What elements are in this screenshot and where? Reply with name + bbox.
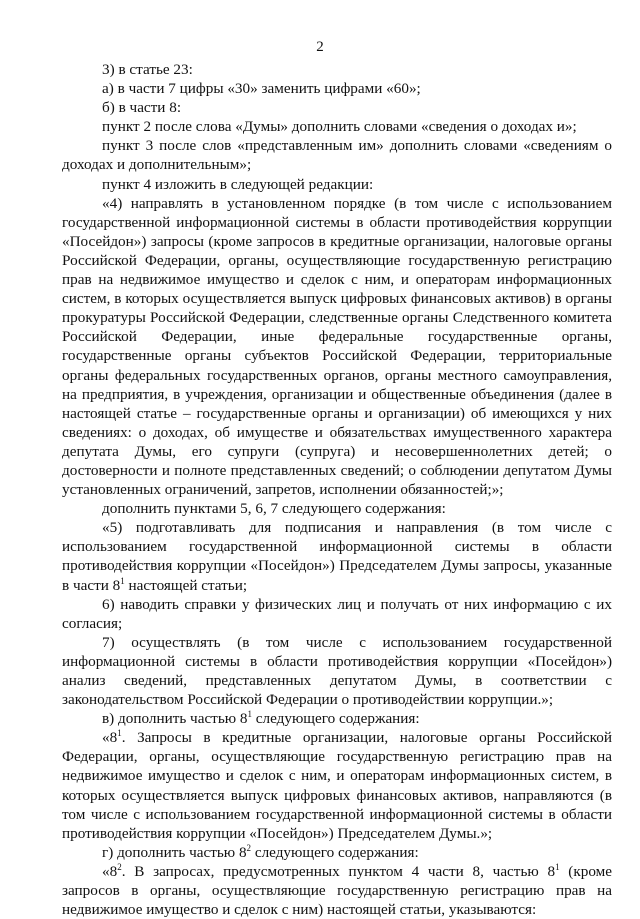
paragraph: 7) осуществлять (в том числе с использованием государственной информационной системы в области противодействия коррупции «Посейдон») анализ сведений, представленных депутатом Думы, в соответствии с законодательством Российской Федерации о противодействии коррупции.»; (62, 633, 612, 709)
superscript: 1 (247, 709, 252, 720)
page-number: 2 (316, 39, 324, 55)
text-segment: «8 (102, 862, 118, 880)
superscript: 2 (117, 861, 122, 872)
text-segment: «5) подготавливать для подписания и направления (в том числе с использованием государственной информационной системы в области противодействия коррупции «Посейдон») Председателем Думы запросы, указанные в части 8 (62, 519, 612, 594)
paragraph: а) в части 7 цифры «30» заменить цифрами «60»; (102, 80, 421, 98)
paragraph (62, 709, 612, 728)
superscript: 2 (246, 842, 252, 853)
text-segment: . В запросах, предусмотренных пунктом 4 части 8, частью 8 (121, 862, 556, 880)
superscript: 1 (120, 575, 125, 586)
paragraph: 3) в статье 23: (102, 61, 193, 78)
paragraph: пункт 4 изложить в следующей редакции: (102, 175, 374, 193)
paragraph: «4) направлять в установленном порядке (в том числе с использованием государственной информационной системы в области противодействия коррупции «Посейдон») запросы (кроме запросов в кредитные организации, налоговые органы Российской Федерации, органы, осуществляющие государственную регистрацию прав на недвижимое имущество и сделок с ним, и операторам информационных систем, в которых осуществляется выпуск цифровых финансовых активов) в органы прокуратуры Российской Федерации, следственные органы Следственного комитета Российской Федерации, иные федеральные государственные органы, государственные органы субъектов Российской Федерации, территориальные органы федеральных государственных органов, органы местного самоуправления, на предприятия, в учреждения, организации и общественные объединения (далее в настоящей статье – государственные органы и организации) об имеющихся у них сведениях: о доходах, об имуществе и обязательствах имущественного характера депутата Думы, его супруги (супруга) и несовершеннолетних детей; о достоверности и полноте представленных сведений; о соблюдении депутатом Думы установленных ограничений, запретов, исполнении обязанностей;»; (62, 194, 612, 499)
text-segment: г) дополнить частью 8 (102, 843, 247, 861)
paragraph (62, 862, 612, 919)
text-segment: (кроме запросов в органы, осуществляющие государственную регистрацию прав на недвижимое имущество и сделок с ним) настоящей статьи, указываются: (62, 862, 612, 919)
paragraph: пункт 3 после слов «представленным им» дополнить словами «сведениям о доходах и дополнительным»; (62, 137, 612, 174)
document-body (62, 60, 612, 919)
text-segment: следующего содержания: (251, 843, 419, 861)
superscript: 1 (117, 728, 122, 739)
text-segment: настоящей статьи; (124, 576, 248, 594)
paragraph: б) в части 8: (102, 99, 182, 117)
paragraph (62, 843, 612, 862)
paragraph (62, 728, 612, 843)
text-segment: в) дополнить частью 8 (102, 710, 248, 728)
text-segment: . Запросы в кредитные организации, налоговые органы Российской Федерации, органы, осуществляющие государственную регистрацию прав на недвижимое имущество и сделок с ним, и операторам информационных систем, в которых осуществляется выпуск цифровых финансовых активов, направляются (в том числе с использованием государственной информационной системы в области противодействия коррупции «Посейдон») Председателем Думы.»; (62, 729, 612, 842)
text-segment: «8 (102, 729, 118, 747)
paragraph: 6) наводить справки у физических лиц и получать от них информацию с их согласия; (62, 595, 612, 632)
superscript: 1 (555, 861, 560, 872)
text-segment: следующего содержания: (251, 710, 420, 728)
paragraph (62, 518, 612, 594)
paragraph: дополнить пунктами 5, 6, 7 следующего содержания: (102, 500, 446, 518)
paragraph: пункт 2 после слова «Думы» дополнить словами «сведения о доходах и»; (102, 118, 577, 136)
